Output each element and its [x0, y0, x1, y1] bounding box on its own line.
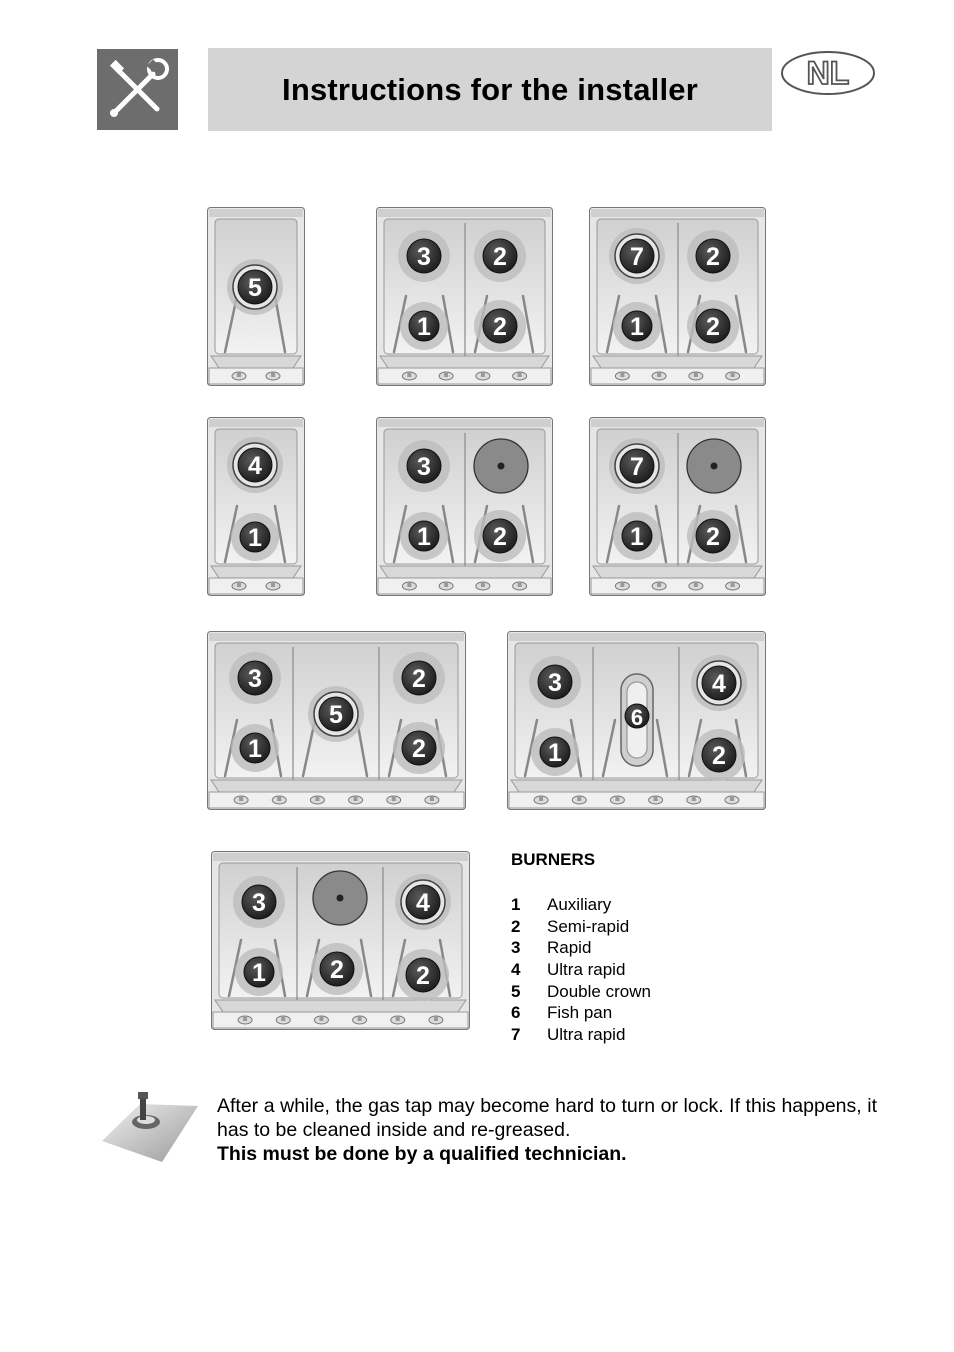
control-knob: [314, 1016, 328, 1024]
control-knob: [272, 796, 286, 804]
burner: [311, 943, 363, 995]
legend-item: [511, 894, 651, 916]
burner: [609, 228, 665, 284]
legend-item: [511, 916, 651, 938]
burner-number: 1: [248, 735, 262, 763]
legend-item: [511, 981, 651, 1003]
burner-number: 1: [417, 313, 431, 341]
burner-number: 3: [417, 243, 431, 271]
legend-item-name: Rapid: [547, 938, 592, 958]
control-knob: [439, 582, 453, 590]
control-knob: [534, 796, 548, 804]
control-knob: [689, 582, 703, 590]
legend-item-number: 2: [511, 916, 521, 936]
legend-item-number: 5: [511, 981, 521, 1001]
legend-item: [511, 959, 651, 981]
burner-number: 3: [417, 453, 431, 481]
burner-number: 7: [630, 243, 644, 271]
legend-item-number: 1: [511, 894, 521, 914]
burner: [609, 438, 665, 494]
burner: [474, 439, 528, 493]
hob-diagram: [207, 631, 466, 815]
burner-number: 2: [493, 523, 507, 551]
burner: [313, 871, 367, 925]
control-knob: [572, 796, 586, 804]
burner: [687, 230, 739, 282]
page-title: Instructions for the installer: [282, 71, 698, 107]
burner-number: 5: [248, 274, 262, 302]
control-knob: [387, 796, 401, 804]
legend-item: [511, 937, 651, 959]
page-header: [208, 48, 772, 131]
control-knob: [402, 582, 416, 590]
burner: [227, 437, 283, 493]
control-knob: [610, 796, 624, 804]
control-knob: [476, 372, 490, 380]
language-code: NL: [806, 55, 850, 91]
control-knob: [310, 796, 324, 804]
burner: [613, 512, 661, 560]
hob-diagram: [207, 207, 305, 391]
burner-number: 2: [412, 735, 426, 763]
control-knob: [687, 796, 701, 804]
burner: [621, 674, 653, 766]
legend-title: BURNERS: [511, 850, 596, 869]
burner-number: 2: [412, 665, 426, 693]
control-knob: [513, 582, 527, 590]
burner-number: 7: [630, 453, 644, 481]
burner: [227, 259, 283, 315]
control-knob: [234, 796, 248, 804]
gas-tap-icon: [100, 1086, 200, 1166]
note-text: After a while, the gas tap may become hard to turn or lock. If this happens, it has to be cleaned inside and re-greased.: [217, 1095, 877, 1141]
burner: [308, 686, 364, 742]
control-knob: [429, 1016, 443, 1024]
burner: [529, 656, 581, 708]
control-knob: [349, 796, 363, 804]
control-knob: [266, 372, 280, 380]
burner-number: 4: [416, 889, 430, 917]
control-knob: [425, 796, 439, 804]
legend-item-name: Ultra rapid: [547, 959, 626, 979]
control-knob: [391, 1016, 405, 1024]
control-knob: [689, 372, 703, 380]
burner-number: 3: [252, 889, 266, 917]
burner: [400, 302, 448, 350]
control-knob: [513, 372, 527, 380]
control-knob: [652, 582, 666, 590]
burner: [235, 948, 283, 996]
burner-number: 2: [493, 313, 507, 341]
legend-item-number: 7: [511, 1024, 521, 1044]
legend-item: [511, 1002, 651, 1024]
burner-number: 2: [706, 313, 720, 341]
burner-number: 4: [248, 452, 262, 480]
burner-number: 4: [712, 670, 726, 698]
legend-item-number: 3: [511, 938, 521, 958]
control-knob: [615, 372, 629, 380]
burner: [233, 876, 285, 928]
burner: [231, 513, 279, 561]
burner: [397, 949, 449, 1001]
hob-diagram: [507, 631, 766, 815]
burner-number: 1: [630, 313, 644, 341]
control-knob: [726, 582, 740, 590]
burners-legend: [511, 850, 651, 1046]
burner-number: 1: [248, 524, 262, 552]
burner-number: 2: [706, 523, 720, 551]
maintenance-note: [217, 1094, 877, 1166]
control-knob: [649, 796, 663, 804]
control-knob: [232, 372, 246, 380]
legend-item-name: Semi-rapid: [547, 916, 630, 936]
control-knob: [266, 582, 280, 590]
burner: [229, 652, 281, 704]
burner-number: 3: [548, 669, 562, 697]
burner-number: 2: [712, 742, 726, 770]
control-knob: [652, 372, 666, 380]
hob-diagram: [589, 207, 766, 391]
legend-item-name: Ultra rapid: [547, 1024, 626, 1044]
burner-number: 2: [330, 956, 344, 984]
control-knob: [726, 372, 740, 380]
burner-number: 2: [706, 243, 720, 271]
control-knob: [725, 796, 739, 804]
burner: [613, 302, 661, 350]
burner: [693, 729, 745, 781]
hob-diagram: [207, 417, 305, 601]
control-knob: [238, 1016, 252, 1024]
burner-number: 5: [329, 701, 343, 729]
burner-number: 1: [630, 523, 644, 551]
control-knob: [476, 582, 490, 590]
legend-item: [511, 1024, 651, 1046]
burner-number: 2: [493, 243, 507, 271]
legend-item-number: 4: [511, 959, 521, 979]
burner: [687, 300, 739, 352]
burner: [393, 652, 445, 704]
burner: [474, 510, 526, 562]
control-knob: [615, 582, 629, 590]
burner: [474, 300, 526, 352]
burner: [400, 512, 448, 560]
burner-number: 1: [548, 739, 562, 767]
burner: [398, 230, 450, 282]
language-badge: [780, 50, 876, 96]
burner: [393, 722, 445, 774]
burner-number: 6: [630, 705, 644, 730]
wrench-screwdriver-icon: [97, 49, 178, 130]
hob-diagram: [211, 851, 470, 1035]
control-knob: [232, 582, 246, 590]
burner: [691, 655, 747, 711]
burner: [474, 230, 526, 282]
legend-item-number: 6: [511, 1003, 521, 1023]
hob-diagram: [589, 417, 766, 601]
burner-number: 2: [416, 962, 430, 990]
note-emphasis: This must be done by a qualified technician.: [217, 1143, 627, 1165]
burner: [398, 440, 450, 492]
hob-diagram: [376, 207, 553, 391]
legend-item-name: Fish pan: [547, 1003, 613, 1023]
control-knob: [402, 372, 416, 380]
burner-number: 1: [252, 959, 266, 987]
burner: [687, 439, 741, 493]
burner: [231, 724, 279, 772]
control-knob: [276, 1016, 290, 1024]
burner: [531, 728, 579, 776]
control-knob: [353, 1016, 367, 1024]
legend-item-name: Double crown: [547, 981, 651, 1001]
burner-number: 1: [417, 523, 431, 551]
legend-item-name: Auxiliary: [547, 894, 612, 914]
hob-diagram: [376, 417, 553, 601]
burner: [687, 510, 739, 562]
burner: [395, 874, 451, 930]
control-knob: [439, 372, 453, 380]
burner-number: 3: [248, 665, 262, 693]
